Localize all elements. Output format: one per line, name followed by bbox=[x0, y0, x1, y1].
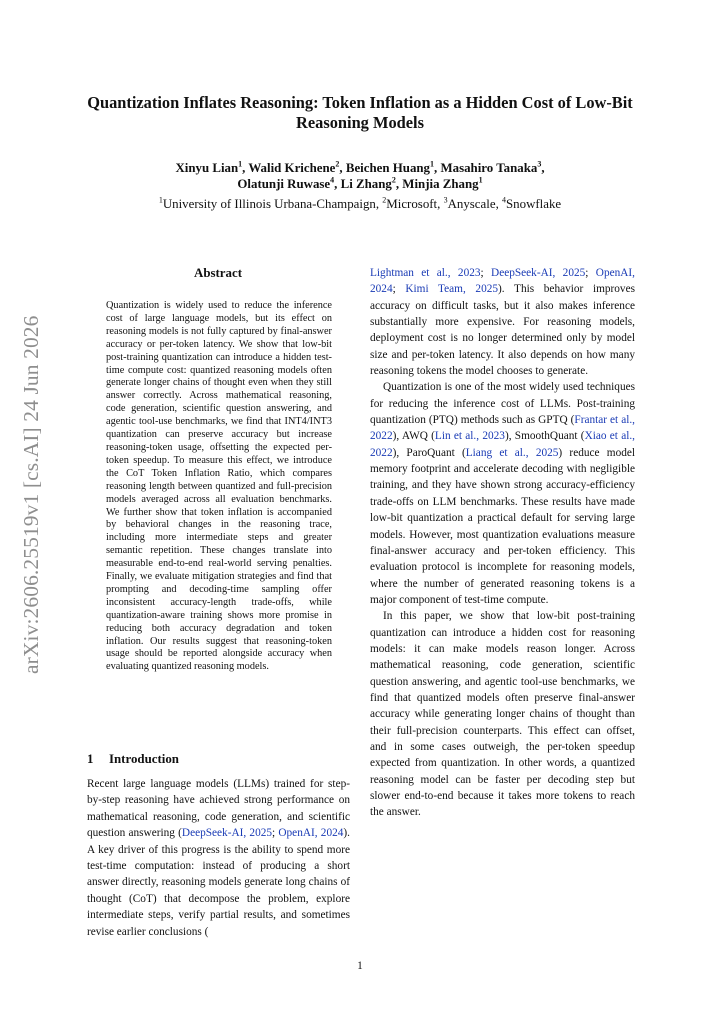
citation-link[interactable]: Frantar et al., 2022 bbox=[370, 414, 635, 443]
abstract-heading: Abstract bbox=[194, 266, 242, 280]
paragraph-text: Quantization is one of the most widely used techniques for reducing the inference cost of LLMs. Post-training quantization (PTQ) methods such as GPTQ ( bbox=[370, 381, 635, 427]
author: Masahiro Tanaka bbox=[440, 161, 538, 175]
paragraph-text: ), AWQ ( bbox=[392, 430, 435, 443]
affiliation: University of Illinois Urbana-Champaign bbox=[162, 197, 376, 211]
intro-paragraph-1-start bbox=[87, 776, 350, 940]
author-affiliation-mark: 1 bbox=[478, 175, 483, 185]
citation-link[interactable]: Lightman et al., 2023 bbox=[370, 267, 481, 279]
abstract-text: Quantization is widely used to reduce the inference cost of large language models, but its effect on reasoning models is not fully captured by final-answer accuracy or per-token latency. We show that low-bit post-training quantization can introduce a hidden test-time compute cost: quantized reasoning models often generate longer chains of thought even when they still answer correctly. Across mathematical reasoning, code generation, scientific question answering, and agentic tool-use benchmarks, we find that INT4/INT3 quantization can preserve accuracy but increase reasoning-token usage, offsetting the expected per-token speedup. To measure this effect, we introduce the CoT Token Inflation Ratio, which compares reasoning length between quantized and full-precision models averaged across all evaluation benchmarks. We further show that token inflation is accompanied by behavioral changes in the reasoning trace, including more intermediate steps and greater semantic repetition. These changes translate into measurable end-to-end real-world serving penalties. Finally, we evaluate mitigation strategies and find that prompting and decoding-time sampling offer inconsistent accuracy-length trade-offs, while quantization-aware training shows more promise in reducing both accuracy degradation and token inflation. Our results suggest that reasoning-token usage should be reported alongside accuracy when evaluating quantized reasoning models. bbox=[106, 300, 332, 673]
author: Beichen Huang bbox=[345, 161, 431, 175]
affiliation: Snowflake bbox=[506, 197, 562, 211]
author-affiliation-mark: 1 bbox=[238, 159, 243, 169]
author-affiliation-mark: 2 bbox=[391, 175, 396, 185]
author-affiliation-mark: 3 bbox=[537, 159, 542, 169]
author: Minjia Zhang bbox=[402, 177, 479, 191]
author: Li Zhang bbox=[340, 177, 392, 191]
paragraph-text: ). A key driver of this progress is the ability to spend more test-time computation: instead of producing a short answer directly, reasoning models generate long chains of thought (CoT) that decompose the problem, explore intermediate steps, verify partial results, and sometimes revise earlier conclusions ( bbox=[87, 827, 350, 938]
intro-paragraph-1-continued: Lightman et al., 2023; DeepSeek-AI, 2025; OpenAI, 2024; Kimi Team, 2025). This behavior improves accuracy on difficult tasks, but it also makes inference substantially more expensive. For reasoning models, deployment cost is no longer determined only by model size and per-token latency. It also depends on how many reasoning tokens the model chooses to generate. bbox=[370, 267, 635, 378]
paragraph-text: ), ParoQuant ( bbox=[392, 446, 466, 459]
paragraph-text: ), SmoothQuant ( bbox=[504, 430, 585, 443]
citation-link[interactable]: Lin et al., 2023 bbox=[434, 430, 505, 443]
right-column bbox=[370, 265, 635, 821]
citation-link[interactable]: DeepSeek-AI, 2025 bbox=[491, 267, 586, 279]
page-number: 1 bbox=[357, 960, 363, 972]
intro-paragraph-2 bbox=[370, 379, 635, 608]
arxiv-stamp: arXiv:2606.25519v1 [cs.AI] 24 Jun 2026 bbox=[19, 315, 43, 674]
affiliation-mark: 2 bbox=[382, 195, 387, 205]
author: Olatunji Ruwase bbox=[237, 177, 331, 191]
affiliation: Anyscale bbox=[447, 197, 496, 211]
author-list: Xinyu Lian$^1$, Walid Krichene$^2$, Beichen Huang$^1$, Masahiro Tanaka$^3$, Olatunji Ruwase$^4$, Li Zhang$^2$, Minjia Zhang$^1$ bbox=[175, 159, 545, 191]
author-affiliation-mark: 1 bbox=[430, 159, 435, 169]
paragraph-text: Recent large language models (LLMs) trained for step-by-step reasoning have achieved strong performance on mathematical reasoning, code generation, and scientific question answering ( bbox=[87, 778, 350, 840]
citation-link[interactable]: Liang et al., 2025 bbox=[465, 446, 559, 459]
citation-separator: ; bbox=[272, 827, 279, 840]
author: Walid Krichene bbox=[248, 161, 336, 175]
author-affiliation-mark: 2 bbox=[335, 159, 340, 169]
affiliation-list: $^1$University of Illinois Urbana-Champaign, $^2$Microsoft, $^3$Anyscale, $^4$Snowflake bbox=[158, 195, 562, 211]
paragraph-text: ) reduce model memory footprint and accelerate decoding with negligible training, and they have shown strong accuracy-efficiency trade-offs on LLM benchmarks. These results have made low-bit quantization a practical default for serving large models. However, most quantization evaluations measure final-answer accuracy and per-token efficiency. This evaluation protocol is incomplete for reasoning models, where the number of generated reasoning tokens is a major component of test-time compute. bbox=[370, 446, 636, 606]
affiliation: Microsoft bbox=[386, 197, 438, 211]
author: Xinyu Lian bbox=[175, 161, 239, 175]
section-number: 1 bbox=[87, 752, 94, 766]
author-affiliation-mark: 4 bbox=[330, 175, 335, 185]
section-title: Introduction bbox=[109, 752, 179, 766]
citation-link[interactable]: DeepSeek-AI, 2025 bbox=[181, 827, 273, 840]
paragraph-text: ). This behavior improves accuracy on difficult tasks, but it also makes inference substantially more expensive. For reasoning models, deployment cost is no longer determined only by model size and per-token latency. It also depends on how many reasoning tokens the model chooses to generate. bbox=[370, 283, 635, 378]
intro-paragraph-3: In this paper, we show that low-bit post-training quantization can introduce a hidden cost for reasoning models: it can make models reason longer. Across mathematical reasoning, code generation, scientific question answering, and agentic tool-use benchmarks, we find that quantized models often preserve final-answer accuracy while generating longer chains of thought than their full-precision counterparts. This effect can offset, and in some cases outweigh, the per-token speedup expected from quantization. In other words, a quantized reasoning model can be faster per decoding step but slower end-to-end because it takes more tokens to reach the answer. bbox=[370, 610, 635, 819]
affiliation-mark: 4 bbox=[502, 195, 507, 205]
citation-link[interactable]: OpenAI, 2024 bbox=[370, 267, 635, 296]
paper-title: Quantization Inflates Reasoning: Token Inflation as a Hidden Cost of Low-Bit Reasoning Models bbox=[87, 93, 633, 132]
citation-link[interactable]: Xiao et al., 2022 bbox=[370, 430, 636, 459]
section-heading-introduction bbox=[87, 752, 179, 767]
citation-link[interactable]: OpenAI, 2024 bbox=[278, 827, 344, 840]
affiliation-mark: 1 bbox=[158, 195, 163, 205]
citation-link[interactable]: Kimi Team, 2025 bbox=[405, 283, 499, 296]
affiliation-mark: 3 bbox=[443, 195, 448, 205]
